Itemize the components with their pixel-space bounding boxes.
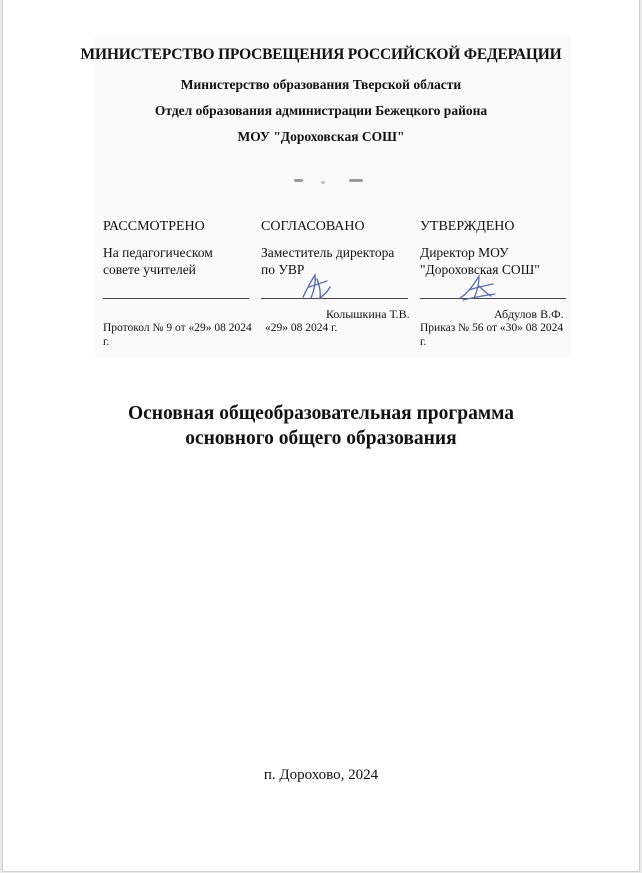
signature-line xyxy=(261,298,408,299)
scan-mark xyxy=(294,179,303,182)
approval-heading: УТВЕРЖДЕНО xyxy=(420,219,515,234)
handwritten-signature xyxy=(299,271,333,303)
signature-line xyxy=(103,298,249,299)
document-page xyxy=(2,0,640,872)
protocol-text: Протокол № 9 от «29» 08 2024 г. xyxy=(103,322,252,348)
approval-line: по УВР xyxy=(261,262,305,277)
approval-block-approved xyxy=(420,218,570,278)
scan-mark xyxy=(349,179,363,182)
approval-heading: РАССМОТРЕНО xyxy=(103,219,205,234)
approval-line: Заместитель директора xyxy=(261,245,395,260)
handwritten-signature xyxy=(457,272,497,302)
place-and-year: п. Дорохово, 2024 xyxy=(263,767,379,783)
department-heading: Отдел образования администрации Бежецкого района xyxy=(154,103,488,118)
document-title xyxy=(3,401,639,451)
title-line: основного общего образования xyxy=(185,428,457,449)
protocol-text: «29» 08 2024 г. xyxy=(265,322,338,334)
signer-name: Колышкина Т.В. xyxy=(326,307,410,321)
signer-name: Абдулов В.Ф. xyxy=(494,307,564,321)
title-line: Основная общеобразовательная программа xyxy=(127,403,515,424)
ministry-heading: МИНИСТЕРСТВО ПРОСВЕЩЕНИЯ РОССИЙСКОЙ ФЕДЕРАЦИИ xyxy=(80,46,562,63)
approval-line: совете учителей xyxy=(103,262,196,277)
scan-mark xyxy=(321,181,325,184)
regional-ministry-heading: Министерство образования Тверской области xyxy=(180,77,462,92)
protocol-text: Приказ № 56 от «30» 08 2024 г. xyxy=(420,322,564,348)
approval-line: Директор МОУ xyxy=(420,245,509,260)
approval-block-reviewed xyxy=(103,218,253,278)
approval-line: На педагогическом xyxy=(103,245,213,260)
approval-line: "Дороховская СОШ" xyxy=(420,262,540,277)
approval-heading: СОГЛАСОВАНО xyxy=(261,219,365,234)
approval-block-agreed xyxy=(261,218,411,278)
school-heading: МОУ "Дороховская СОШ" xyxy=(237,129,405,144)
